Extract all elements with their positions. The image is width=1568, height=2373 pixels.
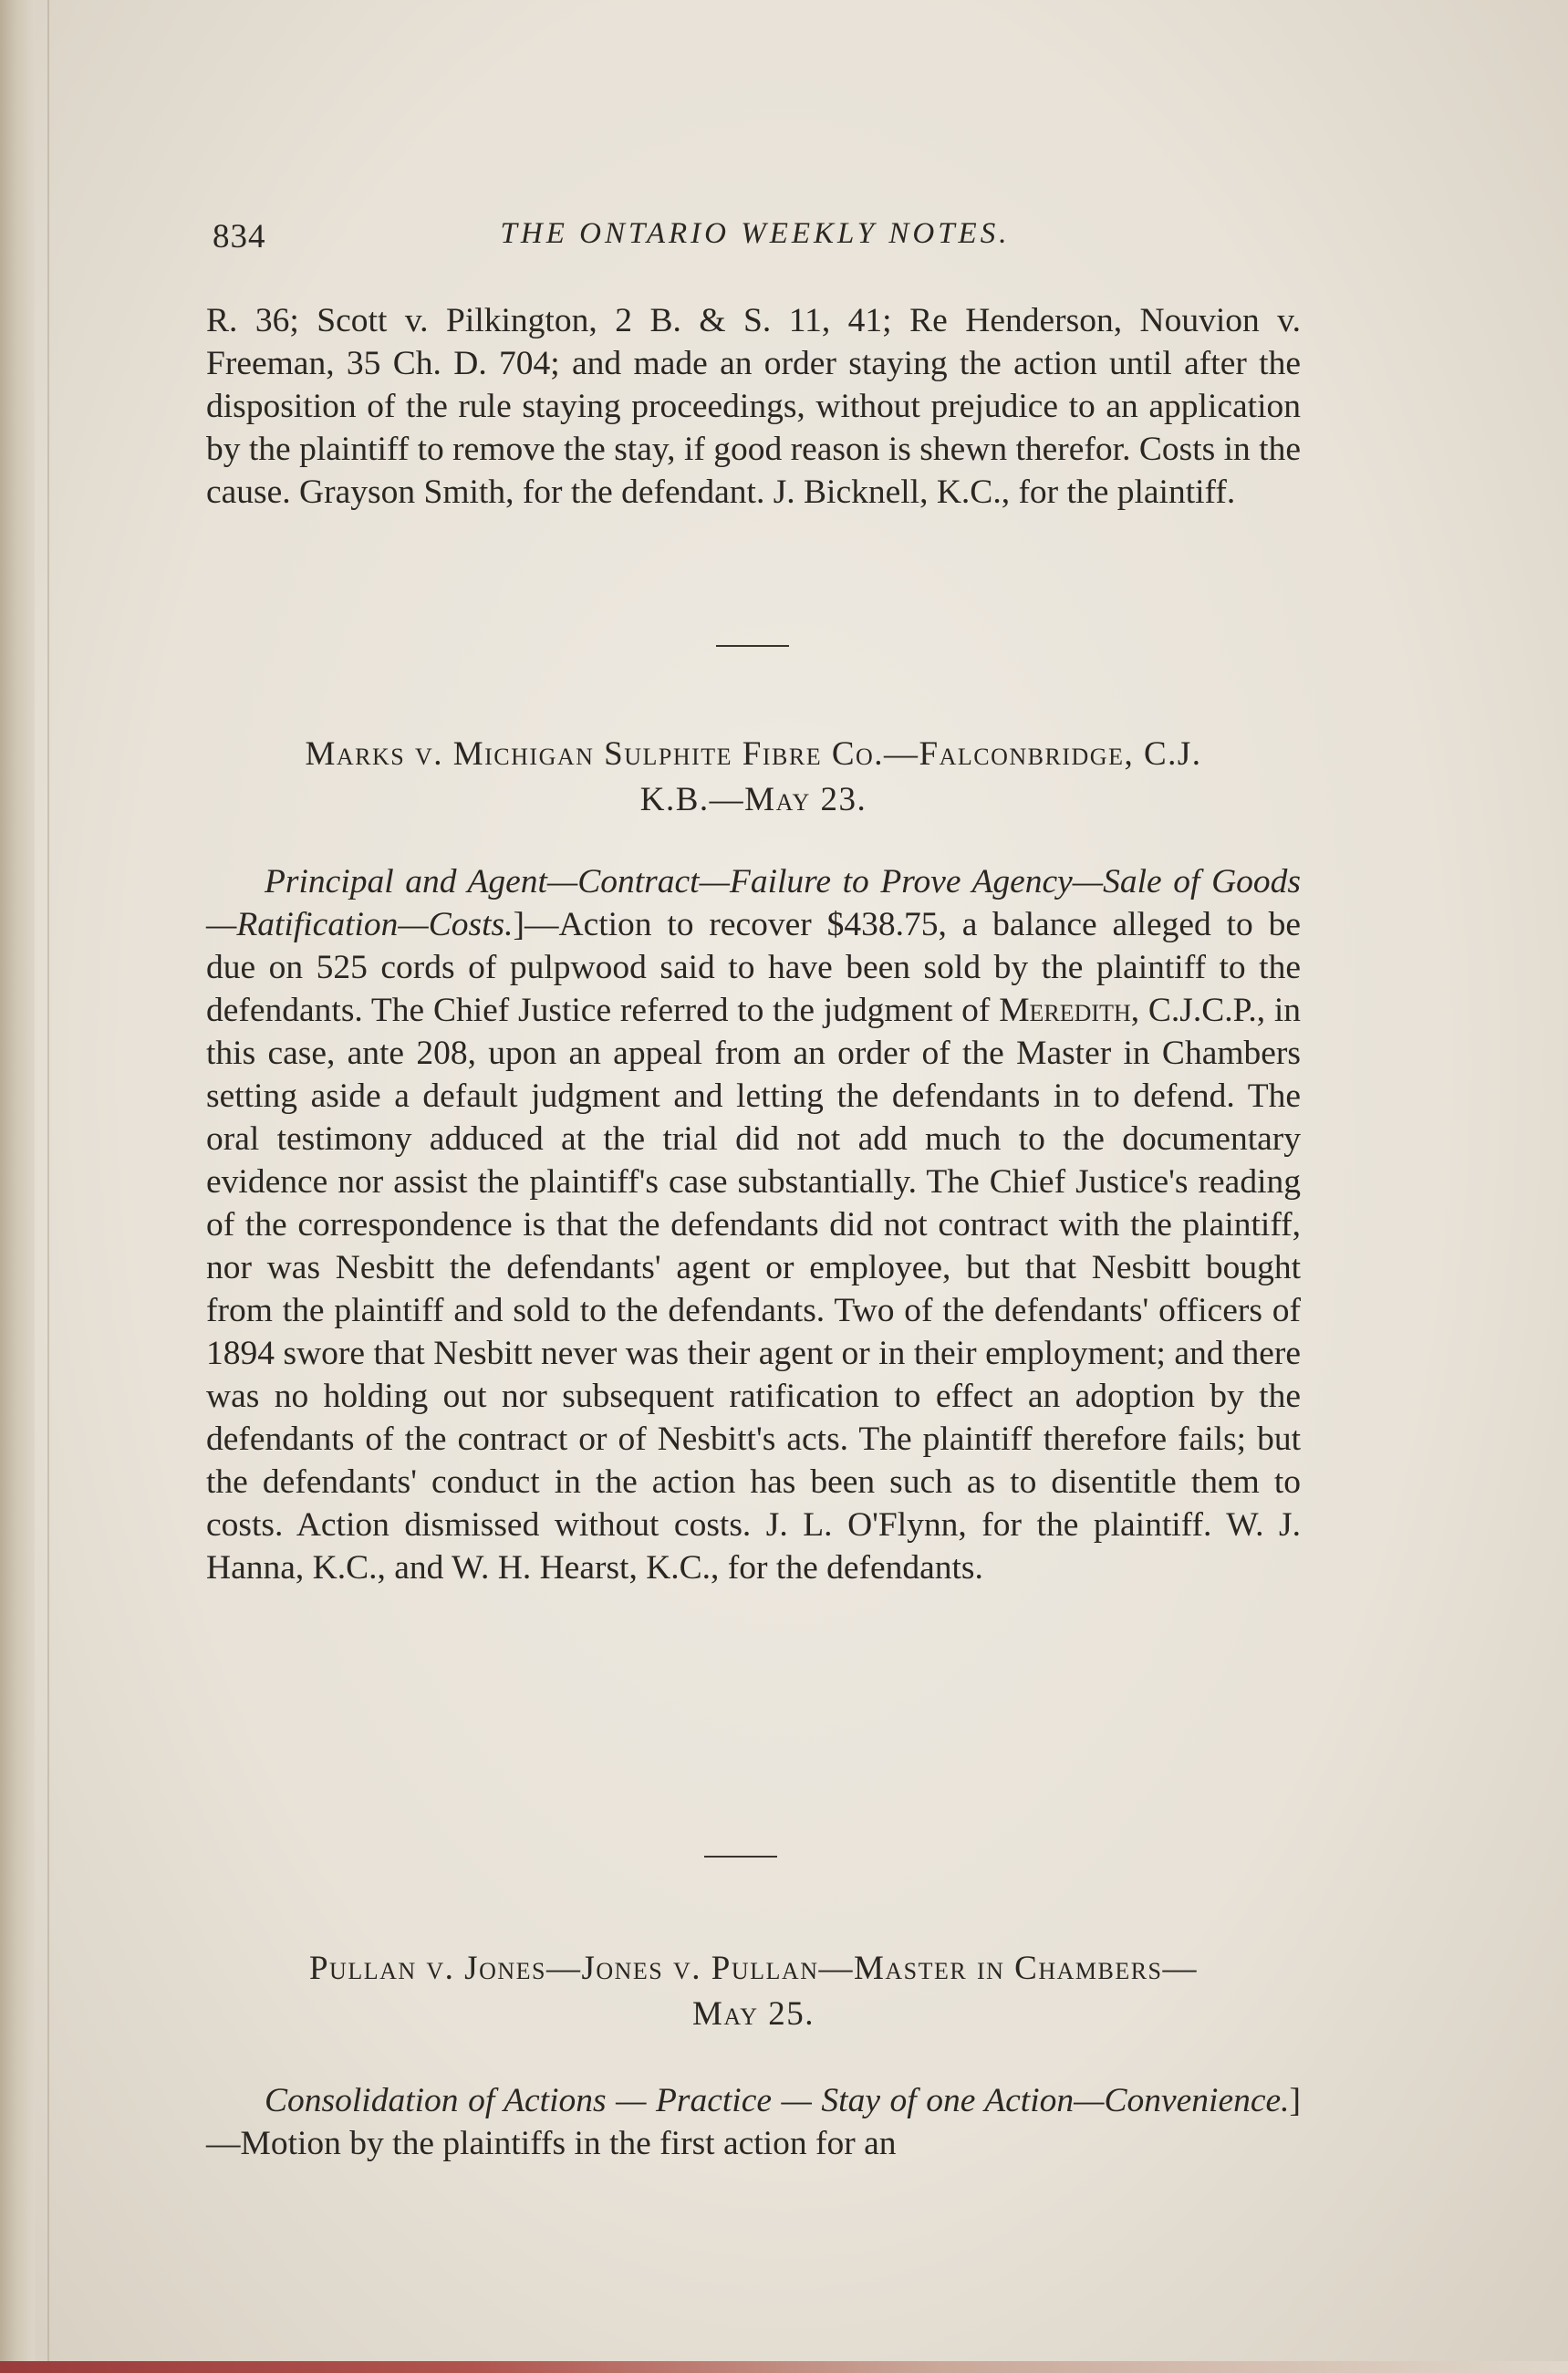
case-body-marks — [206, 860, 1301, 1589]
running-title: THE ONTARIO WEEKLY NOTES. — [500, 217, 1011, 250]
catchwords: Consolidation of Actions — Practice — Stay of one Action—Convenience. — [265, 2082, 1290, 2119]
section-divider — [716, 645, 789, 647]
case-heading-date: K.B.—May 23. — [639, 781, 867, 818]
page-bottom-edge — [0, 2361, 1568, 2373]
case-heading-date: May 25. — [691, 1995, 815, 2033]
case-body-pullan — [206, 2079, 1301, 2165]
paragraph-continued — [206, 299, 1301, 514]
case-heading-pullan — [206, 1946, 1301, 2037]
case-heading-line: Marks v. Michigan Sulphite Fibre Co.—Falconbridge, C.J. — [305, 735, 1202, 773]
binding-spine — [0, 0, 35, 2373]
judge-name: Meredith — [999, 992, 1131, 1029]
running-header — [213, 212, 1298, 257]
case-text-continued: , C.J.C.P., in this case, ante 208, upon an appeal from an order of the Master in Chambers setting aside a default judgment and letting the defendants in to defend. The oral testimony adduced at the trial did not add much to the documentary evidence nor assist the plaintiff's case substantially. The Chief Justice's reading of the correspondence is that the defendants did not contract with the plaintiff, nor was Nesbitt the defendants' agent or employee, but that Nesbitt bought from the plaintiff and sold to the defendants. Two of the defendants' officers of 1894 swore that Nesbitt never was their agent or in their employment; and there was no holding out nor subsequent ratification to effect an adoption by the defendants of the contract or of Nesbitt's acts. The plaintiff therefore fails; but the defendants' conduct in the action has been such as to disentitle them to costs. Action dismissed without costs. J. L. O'Flynn, for the plaintiff. W. J. Hanna, K.C., and W. H. Hearst, K.C., for the defendants. — [206, 992, 1301, 1587]
case-heading-marks — [206, 732, 1301, 823]
case-heading-line: Pullan v. Jones—Jones v. Pullan—Master in Chambers— — [308, 1950, 1199, 1987]
paragraph-text: R. 36; Scott v. Pilkington, 2 B. & S. 11, 41; Re Henderson, Nouvion v. Freeman, 35 Ch. D. 704; and made an order staying the action until after the disposition of the rule staying proceedings, without prejudice to an application by the plaintiff to remove the stay, if good reason is shewn therefor. Costs in the cause. Grayson Smith, for the defendant. J. Bicknell, K.C., for the plaintiff. — [206, 302, 1301, 511]
page-number: 834 — [213, 218, 266, 255]
binding-edge-line — [47, 0, 49, 2373]
catchwords: Principal and Agent—Contract—Failure to Prove Agency—Sale of Goods—Ratification—Costs. — [206, 863, 1301, 943]
case-text: ]—Motion by the plaintiffs in the first action for an — [206, 2082, 1301, 2162]
case-text: ]—Action to recover $438.75, a balance alleged to be due on 525 cords of pulpwood said to have been sold by the plaintiff to the defendants. The Chief Justice referred to the judgment of — [206, 906, 1301, 1029]
section-divider — [704, 1856, 777, 1858]
